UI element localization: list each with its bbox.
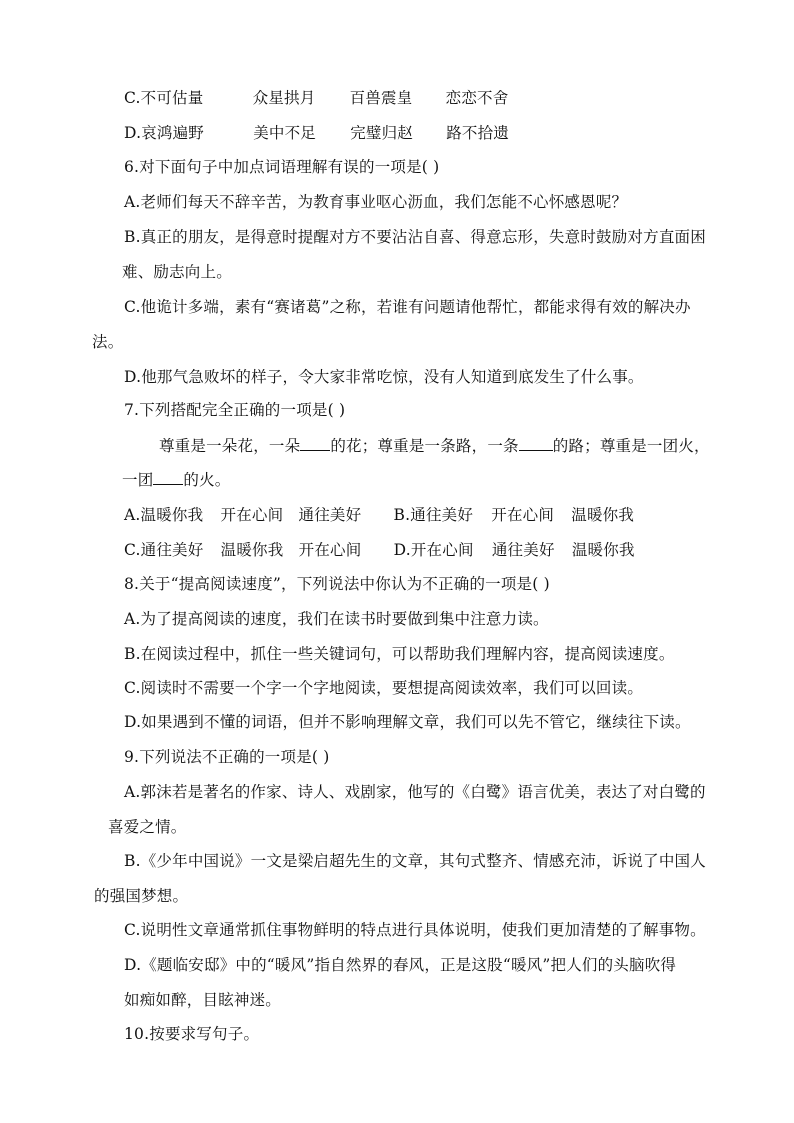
q9-option-d-line2: 如痴如醉，目眩神迷。 (124, 991, 282, 1009)
q9-option-b-line2: 的强国梦想。 (94, 887, 189, 905)
q5-option-d: D.哀鸿遍野 美中不足 完璧归赵 路不拾遗 (124, 124, 510, 142)
q5-c-word-4: 恋恋不舍 (445, 89, 509, 107)
q5-c-word-2: 众星拱月 (252, 89, 316, 107)
q8-stem: 8.关于“提高阅读速度”，下列说法中你认为不正确的一项是( ) (124, 575, 550, 593)
q6-option-a: A.老师们每天不辞辛苦，为教育事业呕心沥血，我们怎能不心怀感恩呢？ (124, 193, 628, 211)
q6-option-b-line2: 难、励志向上。 (122, 263, 232, 281)
q9-option-b-line1: B.《少年中国说》一文是梁启超先生的文章，其句式整齐、情感充沛，诉说了中国人 (124, 852, 706, 870)
q8-option-a: A.为了提高阅读的速度，我们在读书时要做到集中注意力读。 (124, 610, 549, 628)
q7-blank-2 (519, 436, 553, 451)
q5-option-c: C.不可估量 众星拱月 百兽震皇 恋恋不舍 (124, 89, 509, 107)
q7-blank-3 (153, 470, 183, 485)
q6-option-c-line1: C.他诡计多端，素有“赛诸葛”之称，若谁有问题请他帮忙，都能求得有效的解决办 (124, 298, 691, 316)
q6-option-c-line2: 法。 (92, 333, 124, 351)
q7-stem: 7.下列搭配完全正确的一项是( ) (124, 401, 346, 419)
q5-d-word-2: 美中不足 (253, 124, 317, 142)
q9-stem: 9.下列说法不正确的一项是( ) (124, 748, 330, 766)
q9-option-a-line2: 喜爱之情。 (108, 818, 187, 836)
q5-c-word-3: 百兽震皇 (349, 89, 413, 107)
q8-option-c: C.阅读时不需要一个字一个字地阅读，要想提高阅读效率，我们可以回读。 (124, 679, 644, 697)
q8-option-b: B.在阅读过程中，抓住一些关键词句，可以帮助我们理解内容，提高阅读速度。 (124, 645, 675, 663)
q6-stem: 6.对下面句子中加点词语理解有误的一项是( ) (124, 158, 440, 176)
q5-d-word-4: 路不拾遗 (446, 124, 510, 142)
q7-options-cd: C.通往美好 温暖你我 开在心间 D.开在心间 通往美好 温暖你我 (124, 541, 635, 559)
q7-blank-1 (300, 436, 330, 451)
q5-d-word-1: 哀鸿遍野 (141, 124, 205, 142)
q6-option-d: D.他那气急败坏的样子，令大家非常吃惊，没有人知道到底发生了什么事。 (124, 368, 644, 386)
q6-option-b-line1: B.真正的朋友，是得意时提醒对方不要沾沾自喜、得意忘形，失意时鼓励对方直面困 (124, 228, 706, 246)
q9-option-a-line1: A.郭沫若是著名的作家、诗人、戏剧家，他写的《白鹭》语言优美，表达了对白鹭的 (124, 783, 706, 801)
q9-option-c: C.说明性文章通常抓住事物鲜明的特点进行具体说明，使我们更加清楚的了解事物。 (124, 921, 706, 939)
q9-option-d-line1: D.《题临安邸》中的“暖风”指自然界的春风，正是这股“暖风”把人们的头脑吹得 (124, 956, 677, 974)
q5-d-word-3: 完璧归赵 (350, 124, 414, 142)
q5-c-word-1: 不可估量 (140, 89, 204, 107)
q10-stem: 10.按要求写句子。 (124, 1025, 260, 1043)
q8-option-d: D.如果遇到不懂的词语，但并不影响理解文章，我们可以先不管它，继续往下读。 (124, 713, 691, 731)
q7-options-ab: A.温暖你我 开在心间 通往美好 B.通往美好 开在心间 温暖你我 (124, 506, 635, 524)
q7-sentence-line1: 尊重是一朵花，一朵 的花；尊重是一条路，一条 的路；尊重是一团火， (159, 437, 710, 455)
q7-sentence-line2: 一团 的火。 (122, 471, 231, 489)
